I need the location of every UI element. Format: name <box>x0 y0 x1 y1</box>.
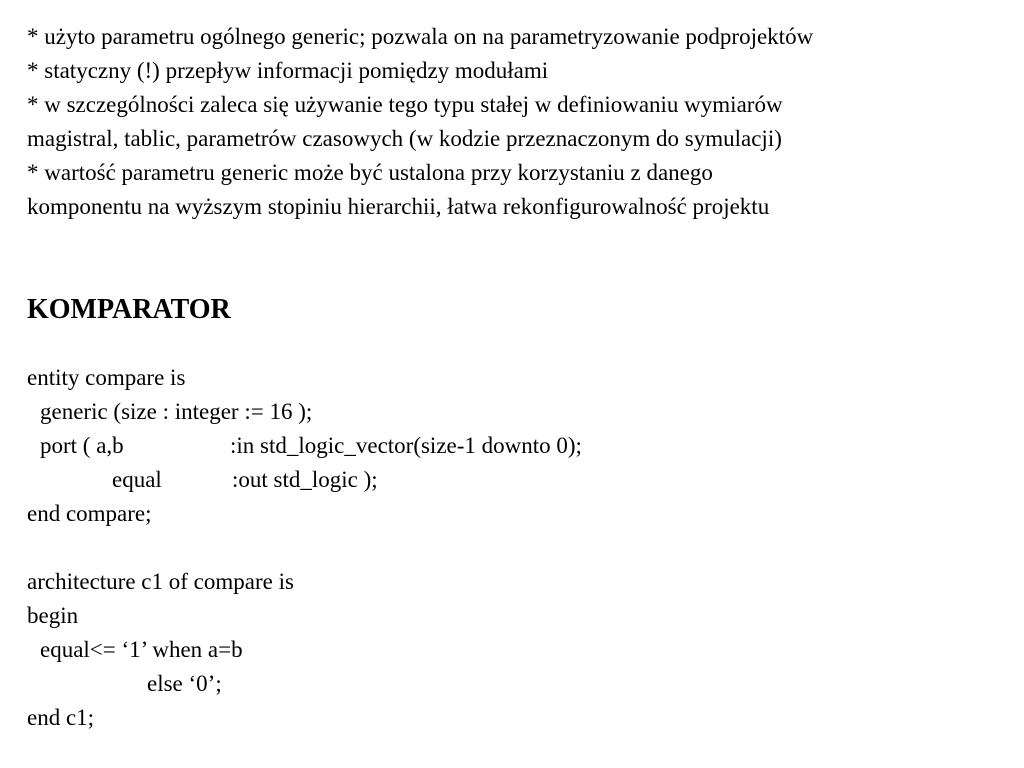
port-type-equal: :out std_logic ); <box>232 467 378 492</box>
code-line-entity: entity compare is <box>27 365 186 390</box>
spacer <box>27 258 1017 292</box>
section-heading: KOMPARATOR <box>27 294 231 325</box>
code-line-else: else ‘0’; <box>147 671 222 696</box>
architecture-code-block <box>27 565 1017 735</box>
spacer <box>27 531 1017 565</box>
code-line-begin: begin <box>27 603 79 628</box>
slide-content <box>27 20 1017 735</box>
bullet-line-4: magistral, tablic, parametrów czasowych (w kodzie przeznaczonym do symulacji) <box>27 126 782 151</box>
bullet-line-6: komponentu na wyższym stopiniu hierarchii, łatwa rekonfigurowalność projektu <box>27 194 770 219</box>
spacer <box>27 224 1017 258</box>
entity-code-block <box>27 361 1017 531</box>
code-line-generic: generic (size : integer := 16 ); <box>40 399 313 424</box>
bullet-line-1: * użyto parametru ogólnego generic; pozwala on na parametryzowanie podprojektów <box>27 24 814 49</box>
code-line-port-equal <box>27 463 1017 497</box>
port-name-a: port ( a,b <box>40 433 124 458</box>
port-name-equal: equal <box>112 467 162 492</box>
code-line-end-entity: end compare; <box>27 501 152 526</box>
port-type-a: :in std_logic_vector(size-1 downto 0); <box>230 433 582 458</box>
code-line-architecture: architecture c1 of compare is <box>27 569 294 594</box>
bullet-list <box>27 20 1017 224</box>
code-line-port-a <box>27 429 1017 463</box>
spacer <box>27 327 1017 361</box>
bullet-line-3: * w szczególności zaleca się używanie tego typu stałej w definiowaniu wymiarów <box>27 92 783 117</box>
code-line-assign: equal<= ‘1’ when a=b <box>40 637 243 662</box>
code-line-end-architecture: end c1; <box>27 705 95 730</box>
bullet-line-5: * wartość parametru generic może być ustalona przy korzystaniu z danego <box>27 160 713 185</box>
bullet-line-2: * statyczny (!) przepływ informacji pomiędzy modułami <box>27 58 549 83</box>
